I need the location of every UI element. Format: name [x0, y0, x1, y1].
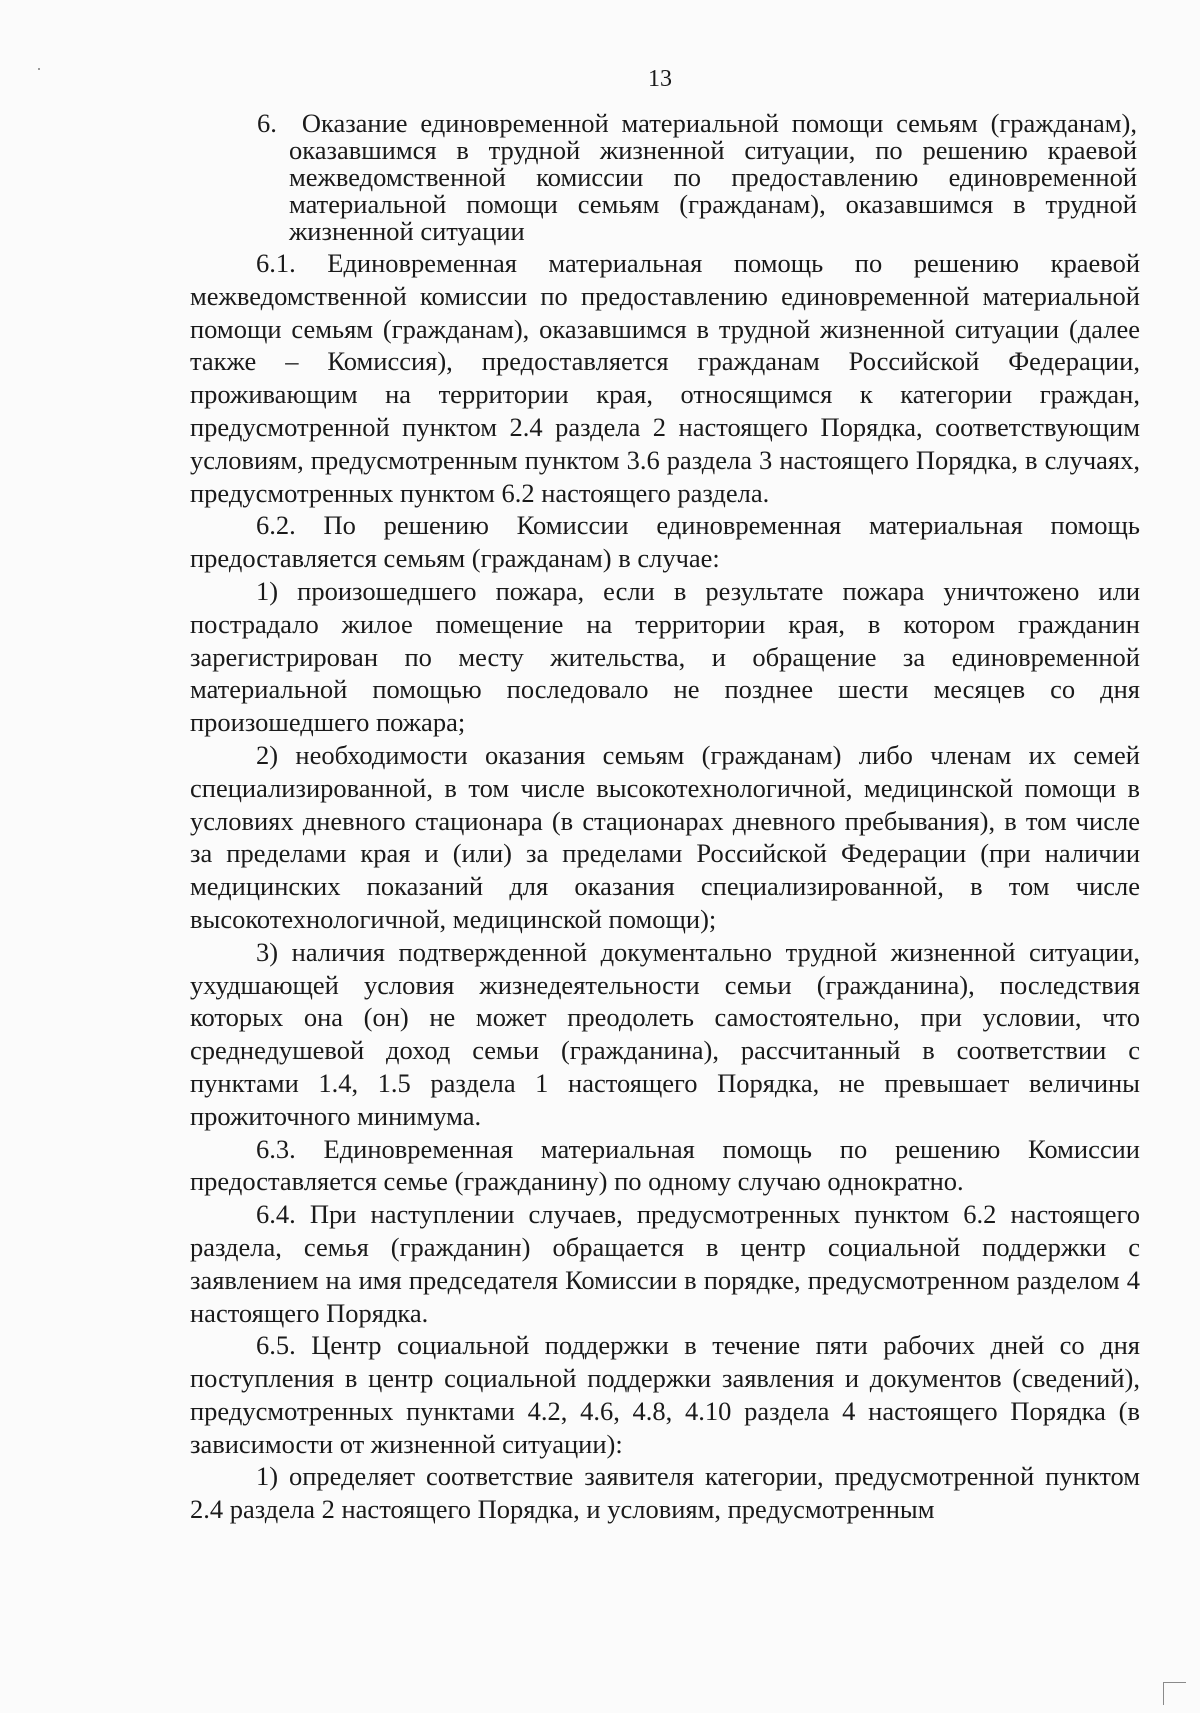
list-item-6-2-2: 2) необходимости оказания семьям (гражданам) либо членам их семей специализированной, в том числе высокотехнологичной, медицинской помощи в условиях дневного стационара (в стационарах дневного пребывания), в том числе за пределами края и (или) за пределами Российской Федерации (при наличии медицинских показаний для оказания специализированной, в том числе высокотехнологичной, медицинской помощи);: [190, 739, 1140, 934]
paragraph-6-4: 6.4. При наступлении случаев, предусмотренных пунктом 6.2 настоящего раздела, семья (гражданин) обращается в центр социальной поддержки с заявлением на имя председателя Комиссии в порядке, предусмотренном разделом 4 настоящего Порядка.: [190, 1199, 1140, 1328]
page-number: 13: [648, 66, 672, 92]
paragraph-6-1: 6.1. Единовременная материальная помощь по решению краевой межведомственной комиссии по предоставлению единовременной материальной помощи семьям (гражданам), оказавшимся в трудной жизненной ситуации (далее также – Комиссия), предоставляется гражданам Российской Федерации, проживающим на территории края, относящимся к категории граждан, предусмотренной пунктом 2.4 раздела 2 настоящего Порядка, соответствующим условиям, предусмотренным пунктом 3.6 раздела 3 настоящего Порядка, в случаях, предусмотренных пунктом 6.2 настоящего раздела.: [190, 248, 1140, 508]
list-item-6-5-1: 1) определяет соответствие заявителя категории, предусмотренной пунктом 2.4 раздела 2 настоящего Порядка, и условиям, предусмотренным: [190, 1461, 1140, 1525]
scan-corner-mark: [1163, 1682, 1186, 1705]
paragraph-6-2: 6.2. По решению Комиссии единовременная материальная помощь предоставляется семьям (гражданам) в случае:: [190, 510, 1140, 574]
paragraph-6-3: 6.3. Единовременная материальная помощь по решению Комиссии предоставляется семье (гражданину) по одному случаю однократно.: [190, 1133, 1140, 1197]
list-item-6-2-3: 3) наличия подтвержденной документально трудной жизненной ситуации, ухудшающей условия жизнедеятельности семьи (гражданина), последствия которых она (он) не может преодолеть самостоятельно, при условии, что среднедушевой доход семьи (гражданина), рассчитанный в соответствии с пунктами 1.4, 1.5 раздела 1 настоящего Порядка, не превышает величины прожиточного минимума.: [190, 936, 1140, 1131]
section-heading: [257, 110, 1137, 245]
section-heading-body: [257, 108, 1138, 246]
list-item-6-2-1: 1) произошедшего пожара, если в результате пожара уничтожено или пострадало жилое помещение на территории края, в котором гражданин зарегистрирован по месту жительства, и обращение за единовременной материальной помощью последовало не позднее шести месяцев со дня произошедшего пожара;: [190, 575, 1140, 738]
section-heading-number: 6.: [257, 108, 277, 138]
section-heading-text: Оказание единовременной материальной помощи семьям (гражданам), оказавшимся в трудной жизненной ситуации, по решению краевой межведомственной комиссии по предоставлению единовременной материальной помощи семьям (гражданам), оказавшимся в трудной жизненной ситуации: [289, 108, 1138, 246]
body-text: [190, 247, 1140, 1526]
paragraph-6-5: 6.5. Центр социальной поддержки в течение пяти рабочих дней со дня поступления в центр социальной поддержки заявления и документов (сведений), предусмотренных пунктами 4.2, 4.6, 4.8, 4.10 раздела 4 настоящего Порядка (в зависимости от жизненной ситуации):: [190, 1330, 1140, 1459]
